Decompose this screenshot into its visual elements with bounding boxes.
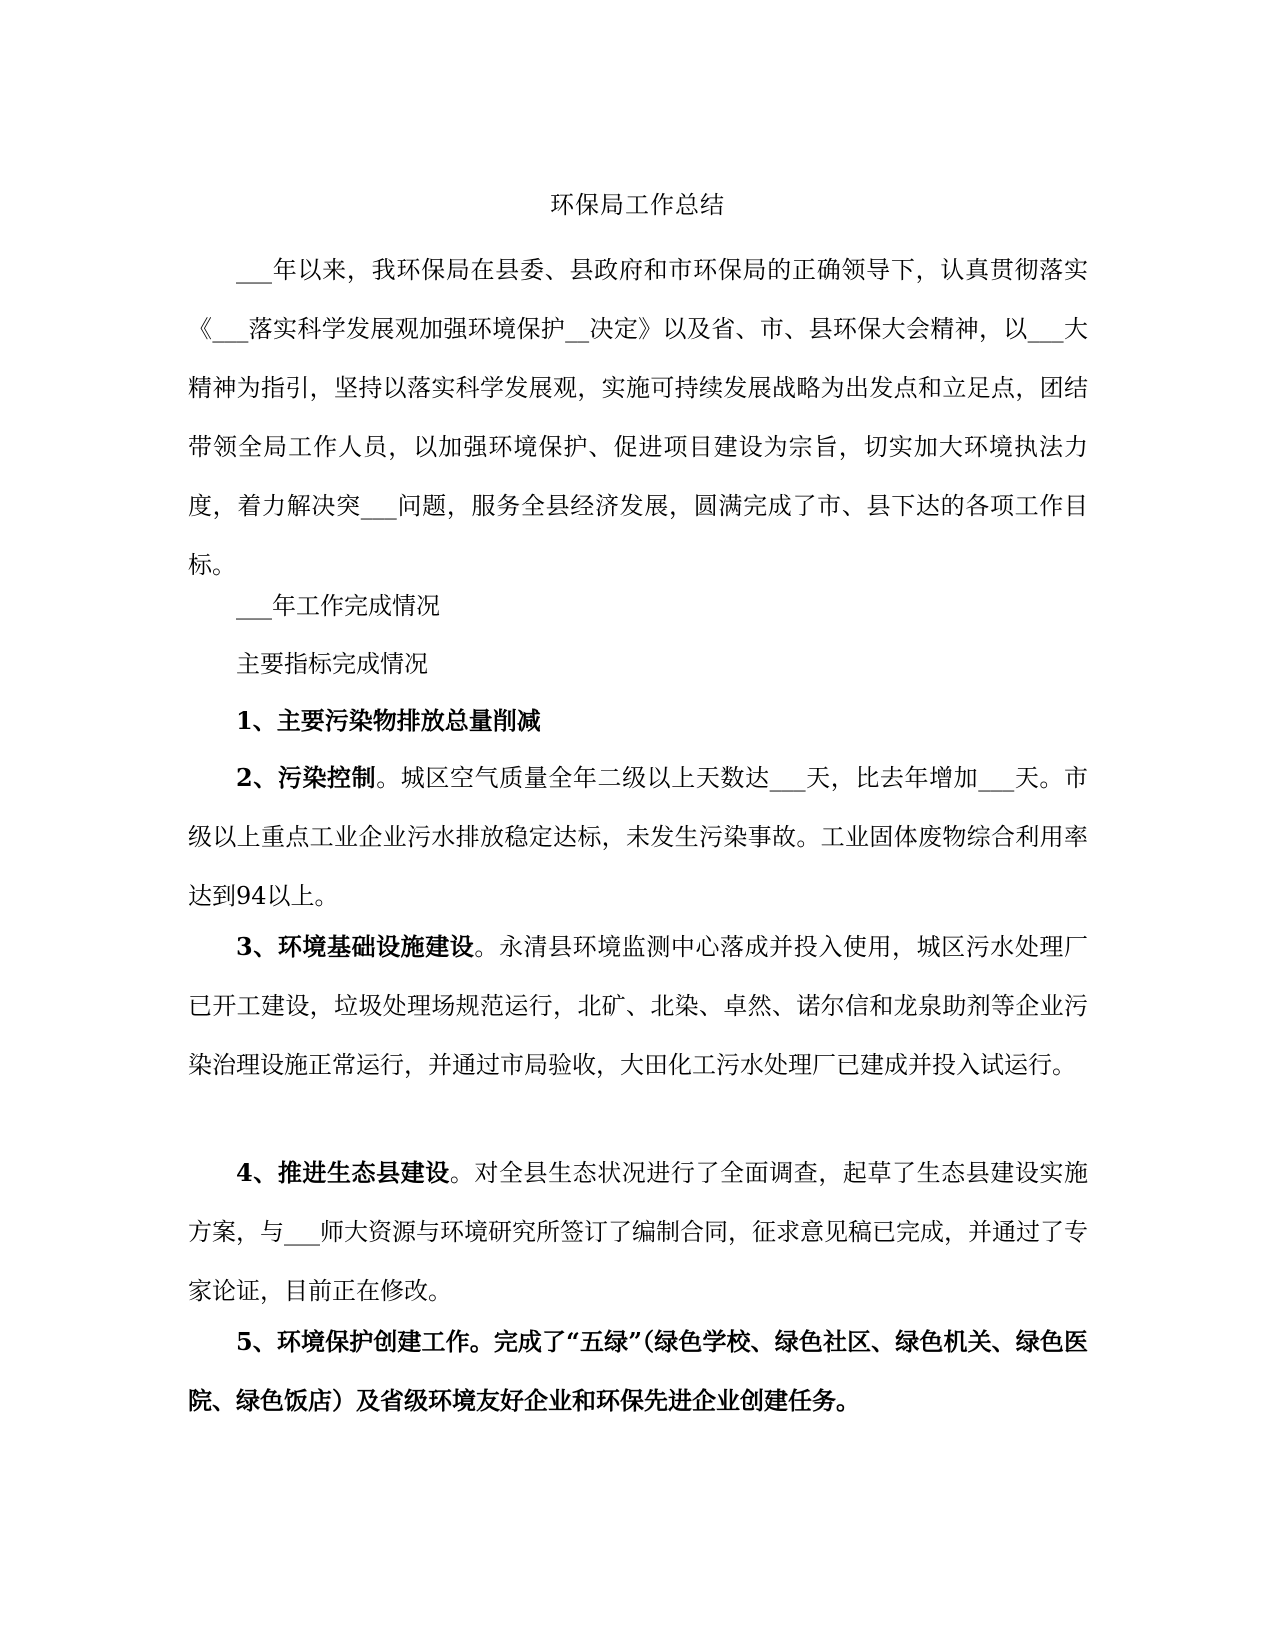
item-5-paragraph	[188, 1312, 1088, 1430]
item-3-lead: 3、环境基础设施建设	[236, 932, 475, 961]
item-2-paragraph	[188, 748, 1088, 926]
item-2-lead: 2、污染控制	[236, 763, 377, 792]
item-5-lead: 5、环境保护创建工作。完成了“五绿”（绿色学校、绿色社区、绿色机关、绿色医院、绿色饭店）及省级环境友好企业和环保先进企业创建任务。	[188, 1327, 1088, 1415]
item-1-lead: 1、主要污染物排放总量削减	[236, 706, 541, 735]
item-4-paragraph	[188, 1143, 1088, 1321]
intro-paragraph: ___年以来，我环保局在县委、县政府和市环保局的正确领导下，认真贯彻落实《___落实科学发展观加强环境保护__决定》以及省、市、县环保大会精神，以___大精神为指引，坚持以落实科学发展观，实施可持续发展战略为出发点和立足点，团结带领全局工作人员，以加强环境保护、促进项目建设为宗旨，切实加大环境执法力度，着力解决突___问题，服务全县经济发展，圆满完成了市、县下达的各项工作目标。	[188, 256, 1088, 579]
item-2-text: 。城区空气质量全年二级以上天数达___天，比去年增加___天。市级以上重点工业企业污水排放稳定达标，未发生污染事故。工业固体废物综合利用率达到94以上。	[188, 764, 1089, 910]
item-4-text: 。对全县生态状况进行了全面调查，起草了生态县建设实施方案，与___师大资源与环境研究所签订了编制合同，征求意见稿已完成，并通过了专家论证，目前正在修改。	[188, 1159, 1088, 1305]
section-heading: ___年工作完成情况	[236, 592, 440, 620]
item-3-text: 。永清县环境监测中心落成并投入使用，城区污水处理厂已开工建设，垃圾处理场规范运行，北矿、北染、卓然、诺尔信和龙泉助剂等企业污染治理设施正常运行，并通过市局验收，大田化工污水处理厂已建成并投入试运行。	[188, 933, 1088, 1079]
item-4-lead: 4、推进生态县建设	[236, 1158, 450, 1187]
item-3-paragraph	[188, 917, 1088, 1095]
subsection-heading: 主要指标完成情况	[236, 650, 428, 678]
document-title: 环保局工作总结	[550, 191, 725, 219]
item-1-paragraph	[188, 691, 1088, 750]
